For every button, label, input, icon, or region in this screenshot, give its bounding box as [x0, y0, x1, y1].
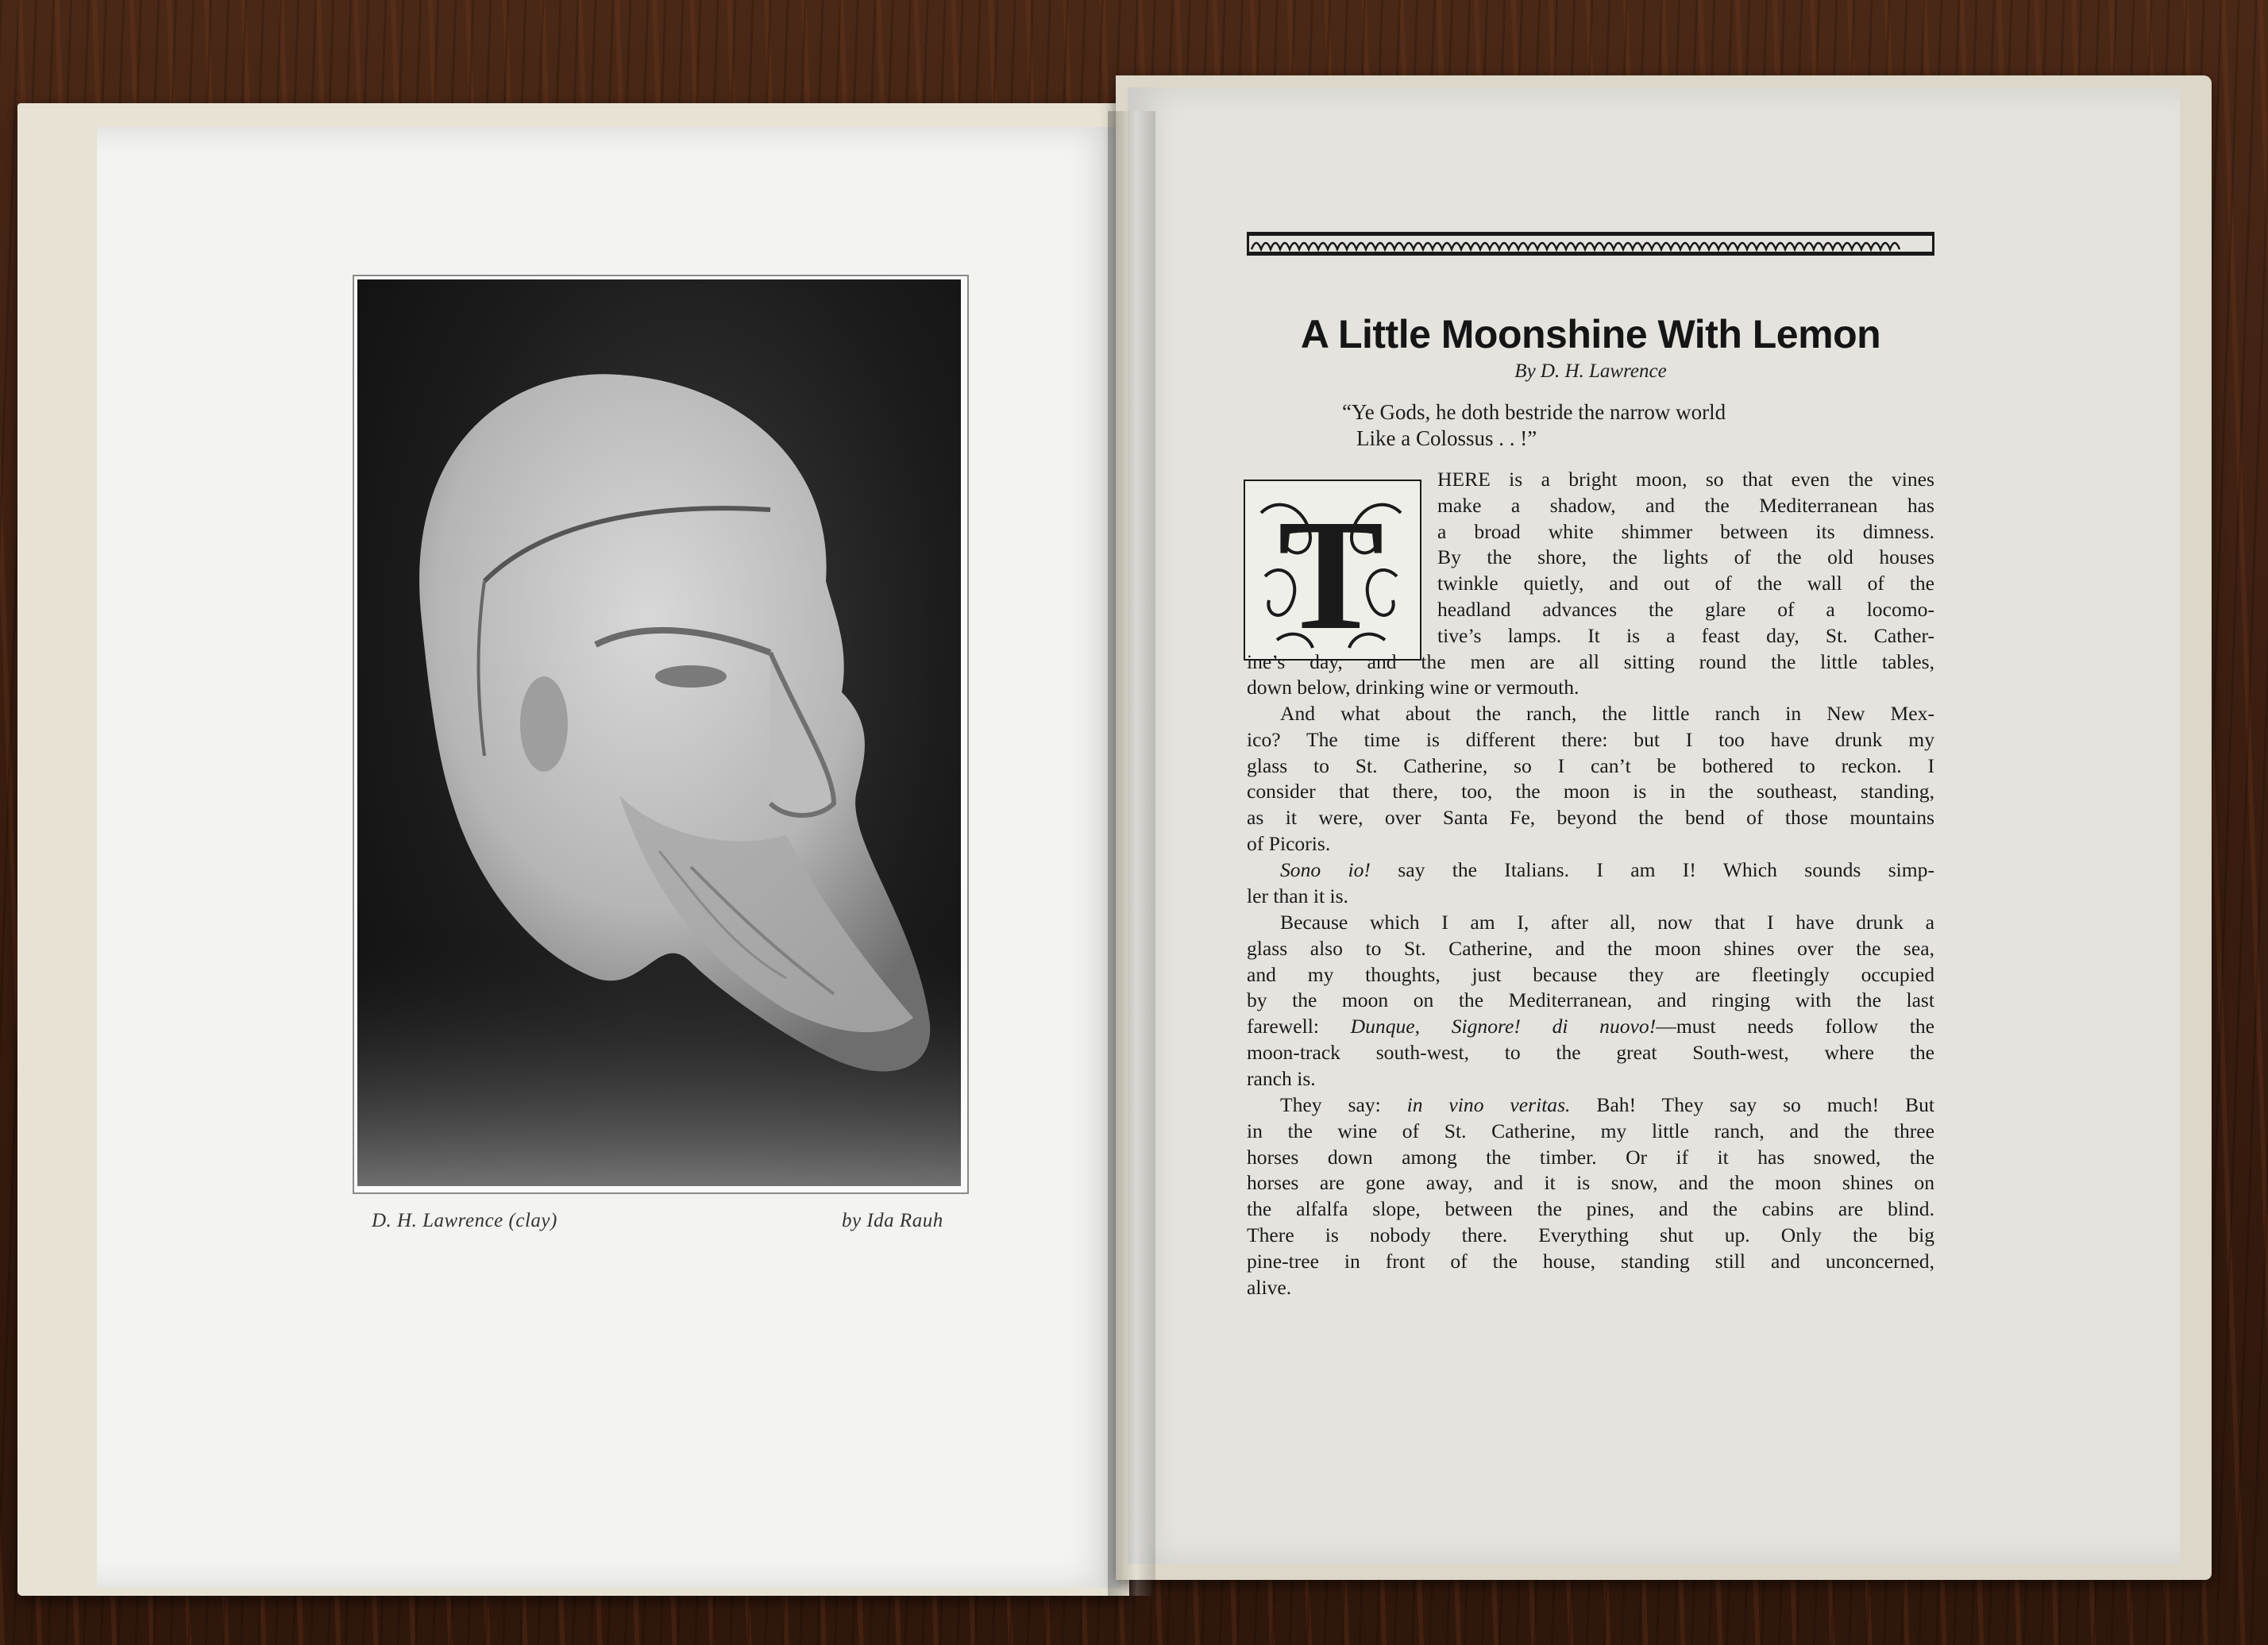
text-line: horses are gone away, and it is snow, and the moon shines on [1247, 1171, 1934, 1195]
text-line: a broad white shimmer between its dimness. [1437, 519, 1934, 543]
clay-bust-image [357, 279, 961, 1186]
text-line: pine-tree in front of the house, standing still and unconcerned, [1247, 1249, 1934, 1273]
book-gutter [1108, 111, 1155, 1596]
text-line: glass also to St. Catherine, and the moon shines over the sea, [1247, 936, 1934, 960]
text-line: alive. [1247, 1275, 1292, 1299]
text-line: And what about the ranch, the little ranch in New Mex- [1280, 702, 1934, 725]
text-line: ler than it is. [1247, 884, 1348, 907]
text-line: HERE is a bright moon, so that even the vines [1437, 468, 1934, 491]
text-line: make a shadow, and the Mediterranean has [1437, 493, 1934, 517]
article-title: A Little Moonshine With Lemon [1300, 312, 1881, 356]
text-line: tive’s lamps. It is a feast day, St. Cather- [1437, 623, 1934, 647]
paragraph-4 [1247, 910, 1934, 1092]
text-line: There is nobody there. Everything shut up. Only the big [1247, 1223, 1934, 1246]
text-line: by the moon on the Mediterranean, and ringing with the last [1247, 988, 1934, 1012]
text-span: —must needs follow the [1656, 1015, 1934, 1038]
epigraph-line: Like a Colossus . . !” [1356, 426, 1537, 450]
photo-caption-artist: by Ida Rauh [842, 1210, 943, 1231]
text-span: Bah! They say so much! But [1570, 1093, 1934, 1116]
text-line [1247, 1014, 1934, 1040]
text-line: and my thoughts, just because they are fleetingly occupied [1247, 962, 1934, 986]
text-line: the alfalfa slope, between the pines, and the cabins are blind. [1247, 1197, 1934, 1221]
text-span: They say: [1280, 1093, 1407, 1116]
text-line: in the wine of St. Catherine, my little ranch, and the three [1247, 1119, 1934, 1142]
text-line: glass to St. Catherine, so I can’t be bothered to reckon. I [1247, 753, 1934, 777]
italic-phrase: Sono io! [1280, 858, 1371, 881]
bust-photograph [357, 279, 961, 1186]
text-line: headland advances the glare of a locomo- [1437, 597, 1934, 621]
text-line [1247, 1092, 1934, 1119]
epigraph [1342, 399, 1898, 452]
text-line: ico? The time is different there: but I too have drunk my [1247, 727, 1934, 751]
text-line [1247, 857, 1934, 884]
header-ornament-border [1247, 232, 1934, 256]
text-line: twinkle quietly, and out of the wall of the [1437, 572, 1934, 595]
paragraph-3 [1247, 857, 1934, 910]
text-line: horses down among the timber. Or if it has snowed, the [1247, 1145, 1934, 1169]
paragraph-2 [1247, 701, 1934, 857]
article-byline: By D. H. Lawrence [1514, 360, 1667, 382]
text-line: ine’s day, and the men are all sitting round the little tables, [1247, 649, 1934, 673]
text-line: consider that there, too, the moon is in the southeast, standing, [1247, 780, 1934, 803]
paragraph-1 [1247, 467, 1934, 701]
text-line: as it were, over Santa Fe, beyond the bend of those mountains [1247, 806, 1934, 830]
paragraph-5 [1247, 1092, 1934, 1300]
text-line: down below, drinking wine or vermouth. [1247, 676, 1580, 699]
epigraph-line: “Ye Gods, he doth bestride the narrow world [1342, 400, 1726, 424]
text-line: Because which I am I, after all, now that I have drunk a [1280, 911, 1934, 934]
text-span: say the Italians. I am I! Which sounds simp- [1370, 858, 1934, 881]
text-span: farewell: [1247, 1015, 1351, 1038]
text-line: moon-track south-west, to the great South-west, where the [1247, 1040, 1934, 1064]
photo-caption-subject: D. H. Lawrence (clay) [372, 1210, 557, 1231]
dropcap-letter: T [1278, 487, 1384, 656]
text-line: ranch is. [1247, 1066, 1316, 1090]
text-line: of Picoris. [1247, 831, 1331, 855]
text-line: By the shore, the lights of the old houses [1437, 545, 1934, 569]
italic-phrase: in vino veritas. [1406, 1093, 1571, 1116]
italic-phrase: Dunque, Signore! di nuovo! [1350, 1015, 1657, 1038]
